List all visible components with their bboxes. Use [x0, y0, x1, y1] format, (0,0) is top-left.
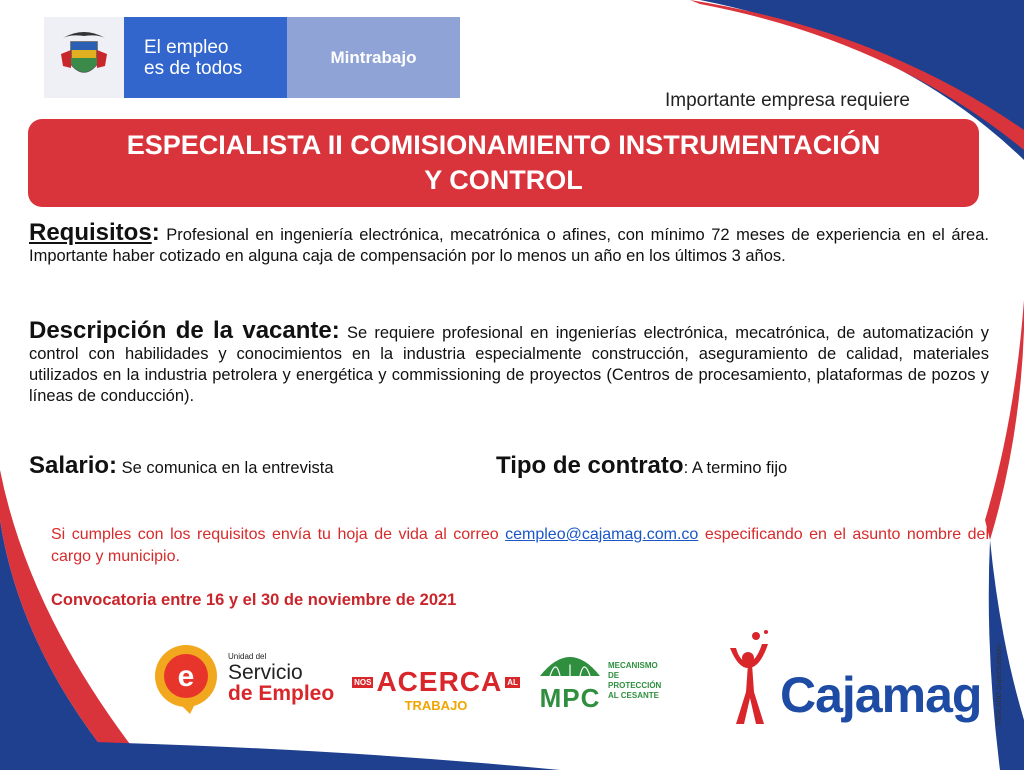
- description-heading: Descripción de la vacante:: [29, 317, 340, 344]
- salary-heading: Salario: [29, 452, 110, 479]
- contract-text: A termino fijo: [691, 459, 788, 477]
- ministry-label: Mintrabajo: [287, 17, 460, 98]
- contract-section: Tipo de contrato: A termino fijo: [496, 452, 788, 479]
- mpc-logo: [538, 636, 666, 726]
- requirements-section: Requisitos: Profesional en ingeniería electrónica, mecatrónica o afines, con mínimo 72 meses de experiencia en el área. Importante haber cotizado en alguna caja de compensación por lo menos un año en los últimos 3 años.: [29, 219, 989, 265]
- servicio-empleo-e-icon: [152, 642, 220, 714]
- description-text: Se requiere profesional en ingenierías electrónica, mecatrónica, de automatización y control con habilidades y conocimientos en la industria especialmente construcción, aseguramiento de calidad, materiales utilizados en la industria petrolera y energética y commissioning de proyectos (Centros de procesamiento, plataformas de pozos y líneas de conducción).: [29, 324, 989, 405]
- application-notice: [51, 524, 989, 568]
- government-banner: [44, 17, 460, 98]
- contract-heading: Tipo de contrato: [496, 452, 684, 479]
- requirements-text: Profesional en ingeniería electrónica, mecatrónica o afines, con mínimo 72 meses de experiencia en el área. Importante haber cotizado en alguna caja de compensación por lo menos un año en los últimos 3 años.: [29, 226, 989, 265]
- spe-line-2: de Empleo: [228, 682, 335, 705]
- mpc-desc-3: AL CESANTE: [608, 691, 659, 700]
- requirements-heading: Requisitos: [29, 219, 152, 246]
- salary-text: Se comunica en la entrevista: [121, 459, 334, 477]
- intro-text: Importante empresa requiere: [664, 90, 910, 111]
- spe-line-1: Servicio: [228, 661, 303, 684]
- nos-acerca-al-trabajo-logo: [356, 666, 516, 713]
- slogan-line-2: es de todos: [144, 57, 243, 79]
- description-section: [29, 317, 989, 407]
- government-slogan: [124, 17, 287, 98]
- colombia-coat-of-arms-icon: [44, 17, 124, 98]
- spe-small-label: Unidad del: [228, 652, 267, 661]
- salary-section: Salario: Se comunica en la entrevista: [29, 452, 334, 479]
- acerca-right: AL: [507, 677, 518, 687]
- job-title-banner: [28, 119, 979, 207]
- notice-text-before: Si cumples con los requisitos envía tu hoja de vida al correo: [51, 526, 506, 543]
- mpc-desc-2: PROTECCIÓN: [608, 681, 662, 690]
- vigilado-supersubsidio-label: VIGILADO SuperSubsidio: [996, 644, 1003, 726]
- cajamag-wordmark: Cajamag: [780, 667, 982, 723]
- mpc-desc-1: MECANISMO DE: [608, 661, 658, 680]
- cajamag-logo: [722, 628, 981, 728]
- job-title-line-1: ESPECIALISTA II COMISIONAMIENTO INSTRUMENTACIÓN: [126, 130, 881, 160]
- notice-text-after: especificando en el asunto nombre del cargo y municipio.: [51, 526, 990, 565]
- acerca-sub: TRABAJO: [404, 698, 468, 713]
- umbrella-icon: [538, 648, 602, 678]
- cajamag-figure-icon: [722, 628, 774, 728]
- slogan-line-1: El empleo: [144, 36, 229, 58]
- svg-text:e: e: [177, 660, 195, 693]
- acerca-main: ACERCA: [376, 666, 503, 697]
- call-dates: Convocatoria entre 16 y el 30 de noviembre de 2021: [51, 591, 457, 609]
- servicio-empleo-logo: [152, 642, 334, 714]
- acerca-left: NOS: [354, 677, 372, 687]
- job-title-line-2: Y CONTROL: [424, 165, 583, 195]
- email-link[interactable]: cempleo@cajamag.com.co: [505, 526, 699, 543]
- mpc-letters: MPC: [539, 683, 601, 713]
